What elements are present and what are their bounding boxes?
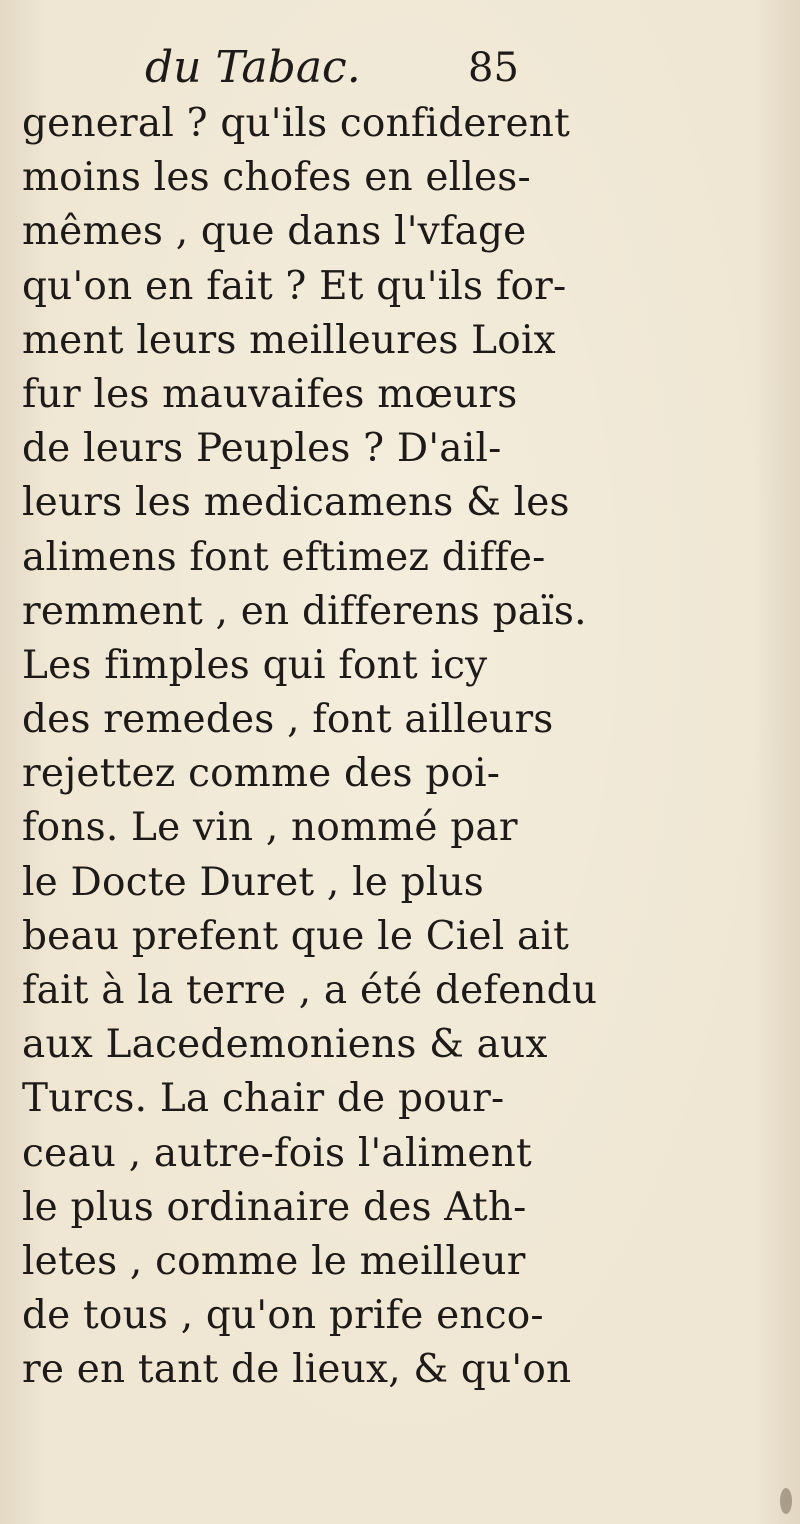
text-line: Turcs. La chair de pour- — [22, 1076, 505, 1122]
text-line: de leurs Peuples ? D'ail- — [22, 426, 502, 472]
text-line: beau prefent que le Ciel ait — [22, 913, 569, 959]
text-line: de tous , qu'on prife enco- — [22, 1293, 544, 1339]
text-line: le Docte Duret , le plus — [22, 859, 484, 905]
text-line: le plus ordinaire des Ath- — [22, 1184, 527, 1230]
text-line: Les fimples qui font icy — [22, 642, 488, 688]
text-line: fur les mauvaifes mœurs — [22, 371, 518, 417]
text-line: letes , comme le meilleur — [22, 1238, 526, 1284]
text-line: alimens font eftimez diffe- — [22, 534, 546, 580]
text-line: re en tant de lieux, & qu'on — [22, 1347, 572, 1393]
text-line: aux Lacedemoniens & aux — [22, 1022, 548, 1068]
text-line: ceau , autre-fois l'aliment — [22, 1130, 532, 1176]
body-text — [22, 97, 598, 1398]
text-line: rejettez comme des poi- — [22, 751, 501, 797]
text-line: des remedes , font ailleurs — [22, 697, 554, 743]
running-head: du Tabac. — [145, 42, 361, 93]
text-line: moins les chofes en elles- — [22, 155, 531, 201]
text-line: mêmes , que dans l'vfage — [22, 209, 527, 255]
ink-stain — [780, 1488, 792, 1514]
text-line: general ? qu'ils confiderent — [22, 101, 570, 146]
text-line: fons. Le vin , nommé par — [22, 805, 518, 851]
page-number: 85 — [468, 45, 519, 91]
text-line: fait à la terre , a été defendu — [22, 968, 598, 1013]
text-line: ment leurs meilleures Loix — [22, 317, 556, 363]
text-line: remment , en differens païs. — [22, 588, 587, 634]
text-line: leurs les medicamens & les — [22, 480, 570, 526]
text-line: qu'on en fait ? Et qu'ils for- — [22, 263, 567, 309]
